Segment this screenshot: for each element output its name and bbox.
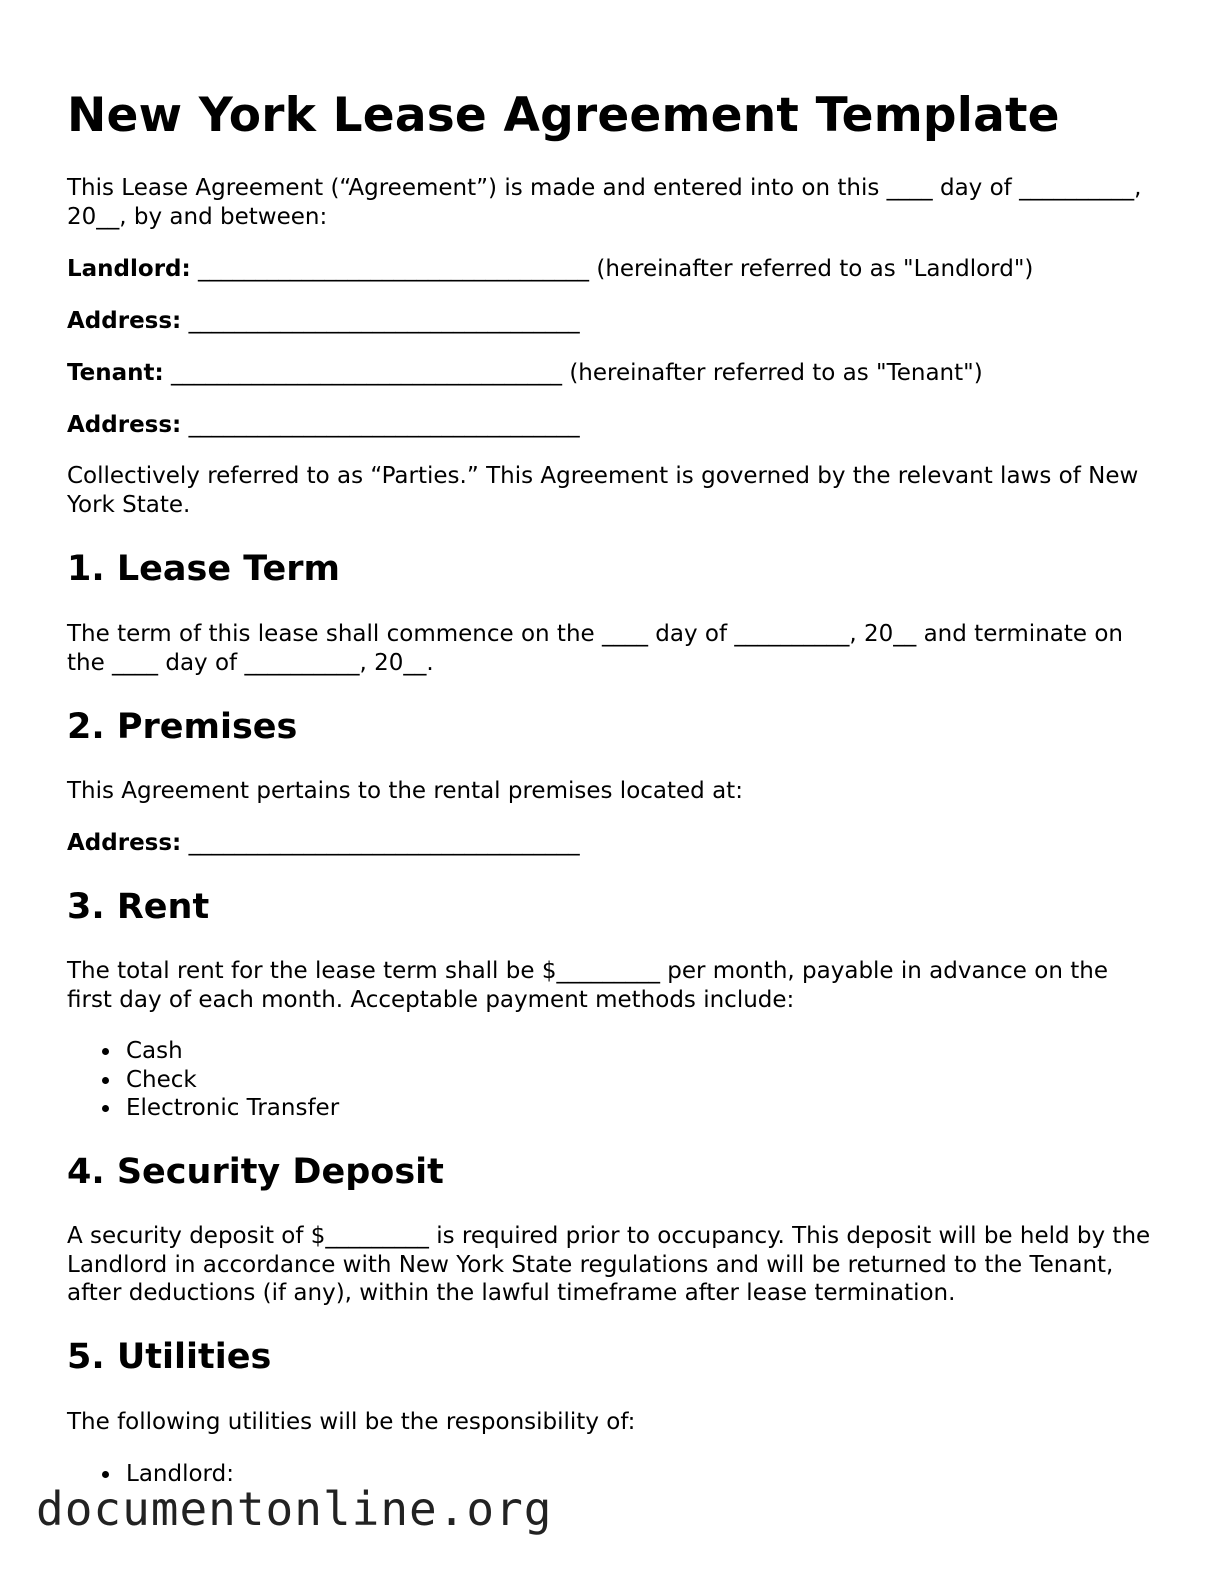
landlord-suffix: (hereinafter referred to as "Landlord") bbox=[589, 256, 1034, 282]
page-title: New York Lease Agreement Template bbox=[67, 88, 1060, 143]
collective-paragraph: Collectively referred to as “Parties.” This Agreement is governed by the relevant laws of New York State. bbox=[67, 463, 1139, 518]
intro-paragraph: This Lease Agreement (“Agreement”) is made and entered into on this ____ day of __________, 20__, by and between: bbox=[67, 175, 1142, 230]
premises-address-line bbox=[67, 829, 580, 857]
landlord-address-line bbox=[67, 307, 580, 335]
tenant-address-line bbox=[67, 411, 580, 439]
landlord-address-label: Address: bbox=[67, 308, 182, 334]
premises-paragraph: This Agreement pertains to the rental premises located at: bbox=[67, 778, 743, 804]
tenant-address-blank: __________________________________ bbox=[188, 412, 580, 438]
tenant-label: Tenant: bbox=[67, 360, 164, 386]
section-heading-security-deposit: 4. Security Deposit bbox=[67, 1152, 444, 1192]
payment-methods-list bbox=[67, 1037, 339, 1123]
tenant-blank: __________________________________ bbox=[171, 360, 563, 386]
landlord-address-blank: __________________________________ bbox=[188, 308, 580, 334]
tenant-suffix: (hereinafter referred to as "Tenant") bbox=[562, 360, 983, 386]
tenant-address-label: Address: bbox=[67, 412, 182, 438]
utilities-paragraph: The following utilities will be the responsibility of: bbox=[67, 1409, 636, 1435]
list-item: Landlord: bbox=[126, 1461, 234, 1487]
rent-paragraph: The total rent for the lease term shall be $_________ per month, payable in advance on the first day of each month. Acceptable payment methods include: bbox=[67, 958, 1108, 1013]
section-heading-premises: 2. Premises bbox=[67, 707, 298, 747]
section-heading-utilities: 5. Utilities bbox=[67, 1337, 272, 1377]
section-heading-lease-term: 1. Lease Term bbox=[67, 549, 340, 589]
security-deposit-paragraph: A security deposit of $_________ is required prior to occupancy. This deposit will be held by the Landlord in accordance with New York State regulations and will be returned to the Tenant, after deductions (if any), within the lawful timeframe after lease termination. bbox=[67, 1223, 1151, 1306]
list-item: Electronic Transfer bbox=[126, 1095, 340, 1121]
lease-term-paragraph: The term of this lease shall commence on the ____ day of __________, 20__ and terminate on the ____ day of __________, 20__. bbox=[67, 621, 1123, 676]
watermark: documentonline.org bbox=[36, 1482, 553, 1536]
section-heading-rent: 3. Rent bbox=[67, 887, 210, 927]
list-item: Cash bbox=[126, 1037, 339, 1066]
premises-address-label: Address: bbox=[67, 830, 182, 856]
landlord-line bbox=[67, 255, 1033, 283]
landlord-blank: __________________________________ bbox=[198, 256, 590, 282]
premises-address-blank: __________________________________ bbox=[188, 830, 580, 856]
landlord-label: Landlord: bbox=[67, 256, 191, 282]
tenant-line bbox=[67, 359, 983, 387]
list-item: Check bbox=[126, 1066, 339, 1095]
